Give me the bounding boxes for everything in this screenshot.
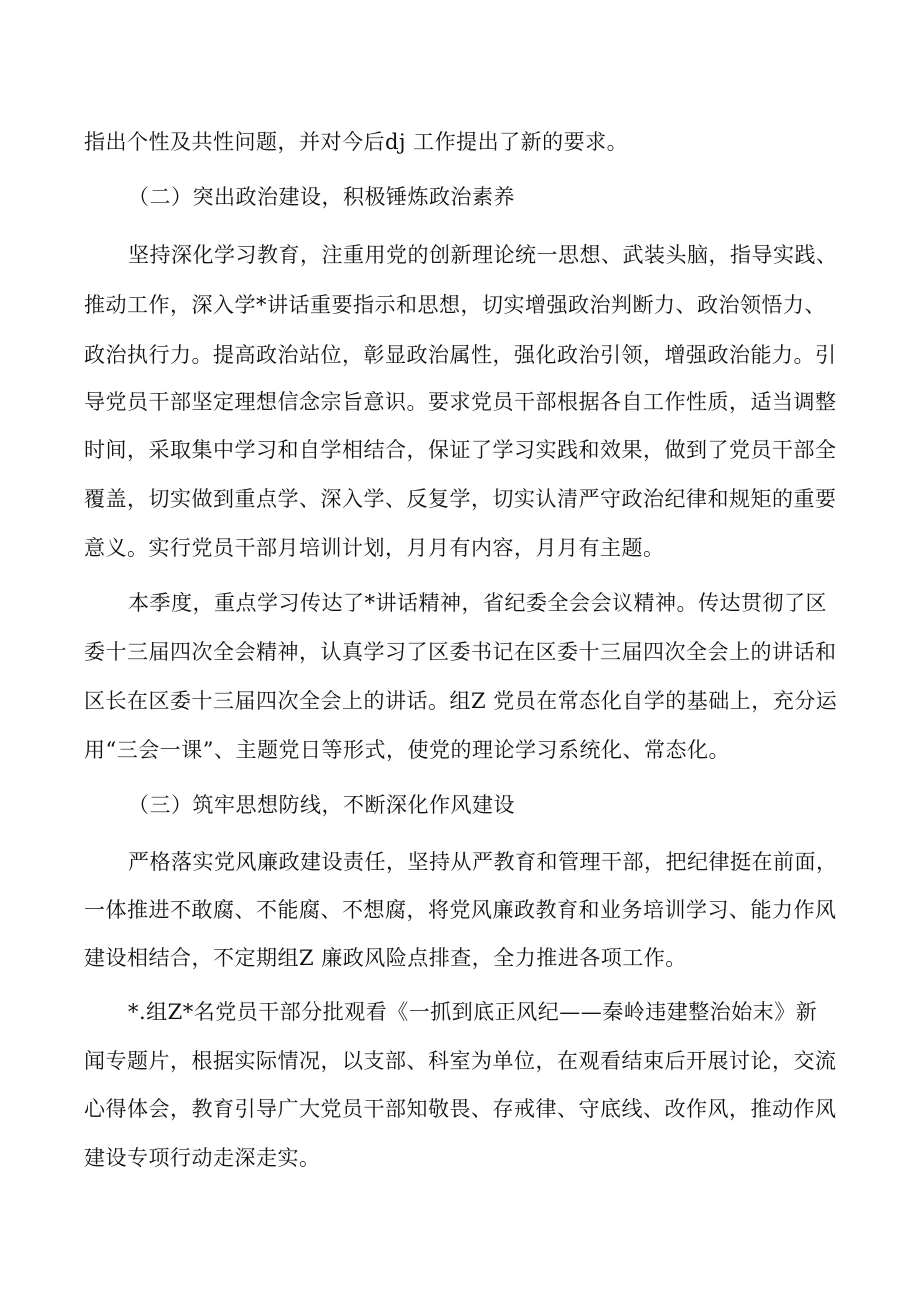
paragraph-line: 委十三届四次全会精神，认真学习了区委书记在区委十三届四次全会上的讲话和	[84, 640, 837, 664]
paragraph-line: *.组Z*名党员干部分批观看《一抓到底正风纪——秦岭违建整治始末》新	[128, 1000, 818, 1024]
paragraph-line: 建设相结合，不定期组Z 廉政风险点排查，全力推进各项工作。	[84, 946, 687, 970]
paragraph-line: 建设专项行动走深走实。	[84, 1146, 321, 1170]
paragraph-line: 推动工作，深入学*讲话重要指示和思想，切实增强政治判断力、政治领悟力、	[84, 293, 826, 317]
section-heading-2: （二）突出政治建设，积极锤炼政治素养	[128, 185, 515, 209]
paragraph-line: 指出个性及共性问题，并对今后dj 工作提出了新的要求。	[84, 130, 629, 154]
paragraph-line: 一体推进不敢腐、不能腐、不想腐，将党风廉政教育和业务培训学习、能力作风	[84, 898, 837, 922]
paragraph-line: 政治执行力。提高政治站位，彰显政治属性，强化政治引领，增强政治能力。引	[84, 343, 837, 367]
paragraph-line: 区长在区委十三届四次全会上的讲话。组Z 党员在常态化自学的基础上，充分运	[84, 689, 838, 713]
paragraph-line: 坚持深化学习教育，注重用党的创新理论统一思想、武装头脑，指导实践、	[128, 243, 838, 267]
paragraph-line: 覆盖，切实做到重点学、深入学、反复学，切实认清严守政治纪律和规矩的重要	[84, 487, 837, 511]
paragraph-line: 本季度，重点学习传达了*讲话精神，省纪委全会会议精神。传达贯彻了区	[128, 591, 827, 615]
paragraph-line: 导党员干部坚定理想信念宗旨意识。要求党员干部根据各自工作性质，适当调整	[84, 390, 837, 414]
paragraph-line: 意义。实行党员干部月培训计划，月月有内容，月月有主题。	[84, 536, 665, 560]
paragraph-line: 时间，采取集中学习和自学相结合，保证了学习实践和效果，做到了党员干部全	[84, 438, 837, 462]
paragraph-line: 用“三会一课”、主题党日等形式，使党的理论学习系统化、常态化。	[84, 738, 730, 762]
paragraph-line: 严格落实党风廉政建设责任，坚持从严教育和管理干部，把纪律挺在前面，	[128, 850, 838, 874]
paragraph-line: 心得体会，教育引导广大党员干部知敬畏、存戒律、守底线、改作风，推动作风	[84, 1097, 837, 1121]
section-heading-3: （三）筑牢思想防线，不断深化作风建设	[128, 793, 515, 817]
paragraph-line: 闻专题片，根据实际情况，以支部、科室为单位，在观看结束后开展讨论，交流	[84, 1049, 837, 1073]
